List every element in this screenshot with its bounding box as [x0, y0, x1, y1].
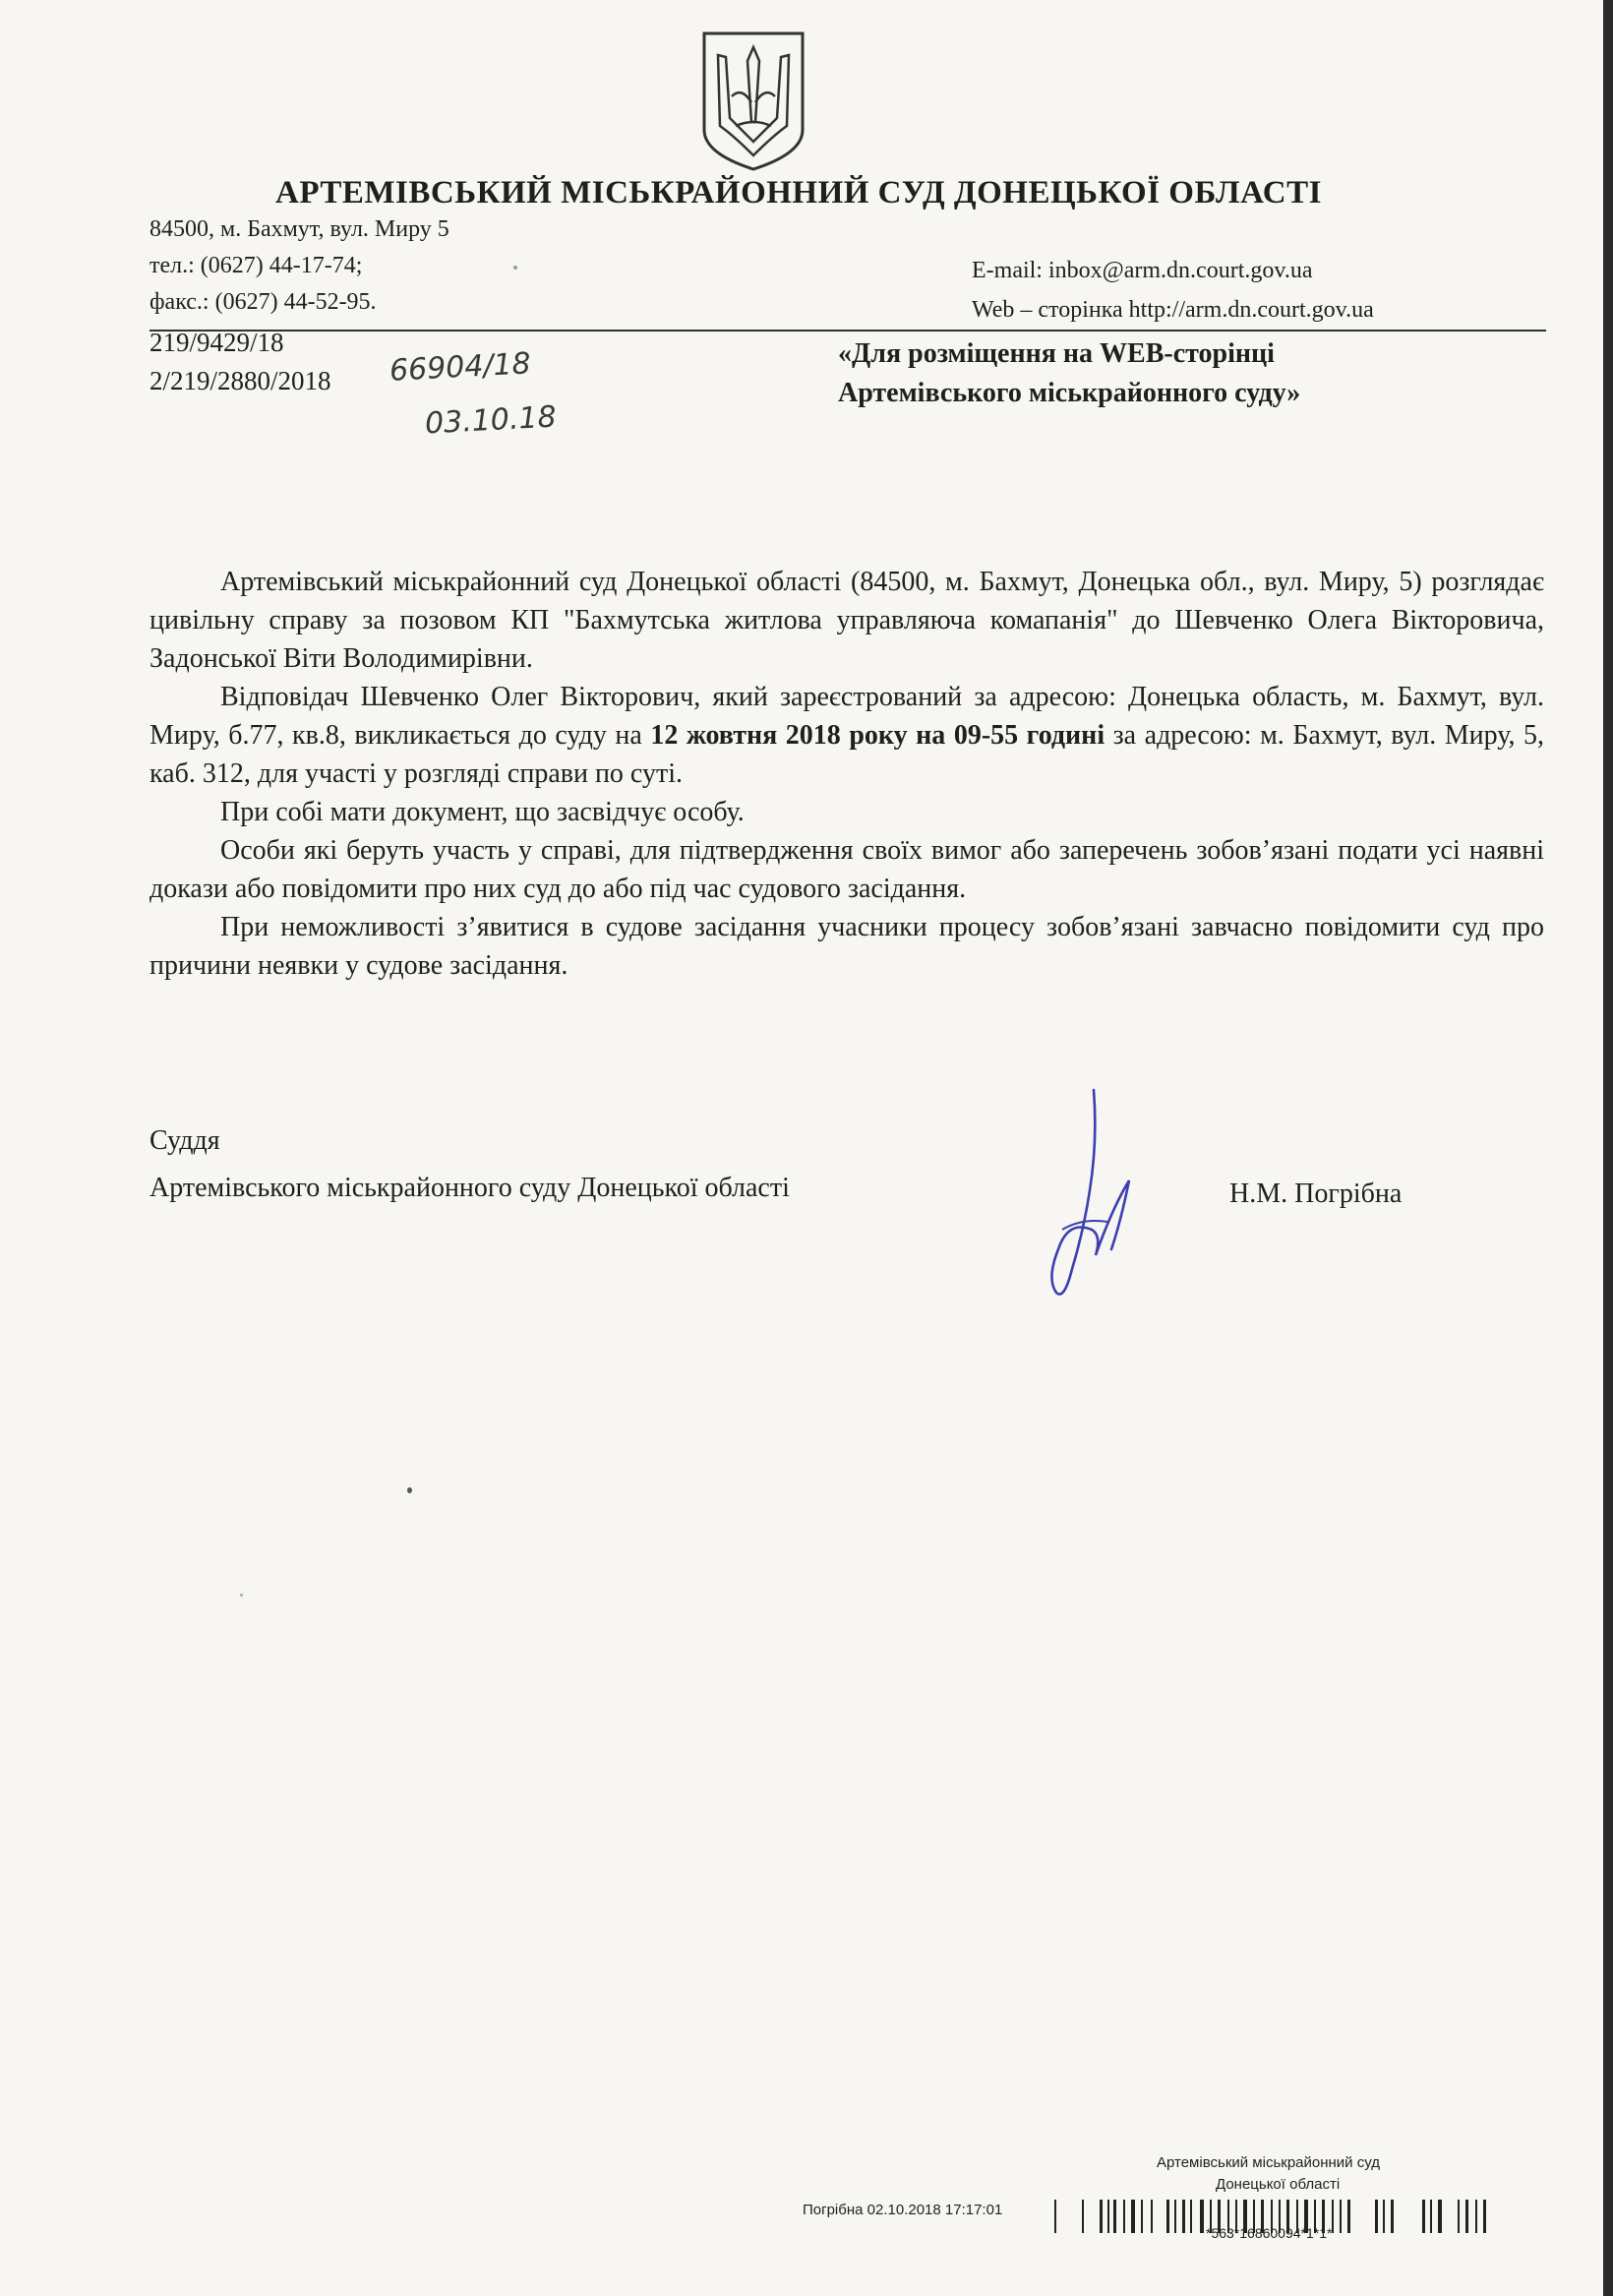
web-placement-note — [838, 334, 1300, 413]
web-note-line2: Артемівського міськрайонного суду» — [838, 378, 1301, 408]
handwritten-date: 03.10.18 — [424, 399, 558, 442]
court-fax: факс.: (0627) 44-52-95. — [149, 289, 377, 315]
case-number-1: 219/9429/18 — [149, 328, 284, 357]
stamp-court-line1: Артемівський міськрайонний суд — [1157, 2154, 1380, 2171]
trident-emblem-icon — [696, 28, 810, 173]
court-address: 84500, м. Бахмут, вул. Миру 5 — [149, 216, 449, 242]
signature-name: Н.М. Погрібна — [1229, 1178, 1403, 1209]
court-title: АРТЕМІВСЬКИЙ МІСЬКРАЙОННИЙ СУД ДОНЕЦЬКОЇ ОБЛАСТІ — [275, 175, 1322, 211]
paragraph-3: При собі мати документ, що засвідчує особу. — [220, 797, 745, 827]
barcode-text: *563*16860094*1*1* — [1206, 2225, 1333, 2241]
handwritten-ref: 66904/18 — [388, 346, 532, 389]
signature-court: Артемівського міськрайонного суду Донецької області — [149, 1173, 790, 1203]
case-number-2: 2/219/2880/2018 — [149, 366, 331, 395]
paragraph-4: Особи які беруть участь у справі, для підтвердження своїх вимог або заперечень зобов’язані подати усі наявні докази або повідомити про них суд до або під час судового засідання. — [149, 835, 1544, 904]
paragraph-2: Відповідач Шевченко Олег Вікторович, який зареєстрований за адресою: Донецька область, м. Бахмут, вул. Миру, б.77, кв.8, викликається до суду на 12 жовтня 2018 року на 09-55 годині за адресою: м. Бахмут, вул. Миру, 5, каб. 312, для участі у розгляді справи по суті. — [149, 682, 1544, 789]
signature-title: Суддя — [149, 1125, 220, 1156]
header-divider — [149, 330, 1546, 332]
web-note-line1: «Для розміщення на WEB-сторінці — [838, 338, 1275, 369]
paragraph-5: При неможливості з’явитися в судове засідання учасники процесу зобов’язані завчасно повідомити суд про причини неявки у судове засідання. — [149, 912, 1544, 981]
handwritten-signature-icon — [1013, 1082, 1170, 1308]
body-text — [149, 563, 1544, 985]
court-web: Web – сторінка http://arm.dn.court.gov.ua — [972, 297, 1374, 323]
stamp-court-line2: Донецької області — [1216, 2176, 1341, 2193]
paragraph-1: Артемівський міськрайонний суд Донецької області (84500, м. Бахмут, Донецька обл., вул. Миру, 5) розглядає цивільну справу за позовом КП "Бахмутська житлова управляюча комапанія" до Шевченко Олега Вікторовича, Задонської Віти Володимирівни. — [149, 567, 1544, 674]
hearing-datetime: 12 жовтня 2018 року на 09-55 годині — [650, 720, 1105, 751]
court-phone: тел.: (0627) 44-17-74; — [149, 253, 363, 278]
scan-edge — [1603, 0, 1613, 2296]
paper-speck — [513, 266, 517, 270]
registration-stamp: Погрібна 02.10.2018 17:17:01 — [803, 2202, 1003, 2218]
paper-speck — [240, 1594, 243, 1597]
paper-speck — [407, 1487, 412, 1493]
court-email: E-mail: inbox@arm.dn.court.gov.ua — [972, 258, 1313, 283]
